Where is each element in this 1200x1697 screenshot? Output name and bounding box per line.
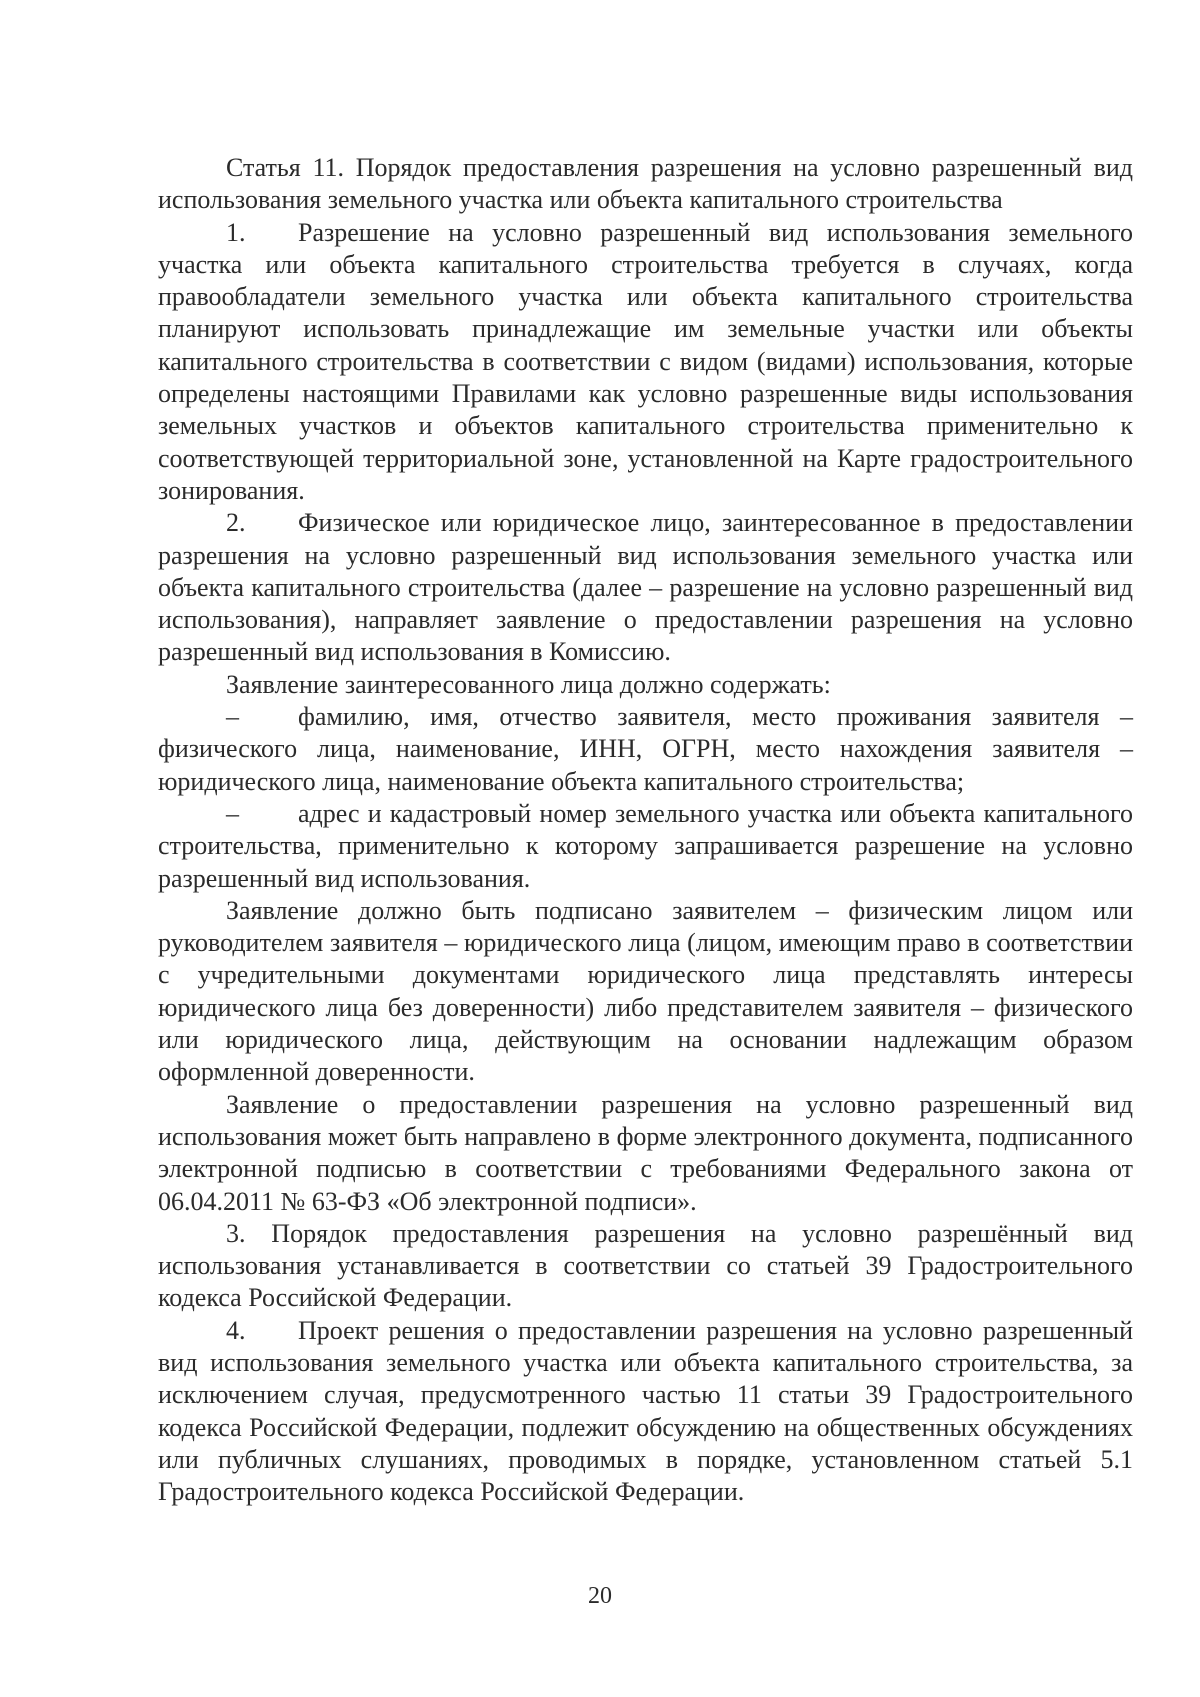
article-item-4 <box>158 1315 1133 1509</box>
article-item-1 <box>158 217 1133 508</box>
item-number: 2. <box>226 508 246 538</box>
page-number: 20 <box>588 1583 612 1609</box>
article-heading: Статья 11. Порядок предоставления разрешения на условно разрешенный вид использования земельного участка или объекта капитального строительства <box>158 153 1133 215</box>
content-list-item-2 <box>158 798 1133 895</box>
item-text: Физическое или юридическое лицо, заинтересованное в предоставлении разрешения на условно разрешенный вид использования земельного участка или объекта капитального строительства (далее – разрешение на условно разрешенный вид использования), направляет заявление о предоставлении разрешения на условно разрешенный вид использования в Комиссию. <box>158 508 1133 667</box>
signature-paragraph: Заявление должно быть подписано заявителем – физическим лицом или руководителем заявителя – юридического лица (лицом, имеющим право в соответствии с учредительными документами юридического лица представлять интересы юридического лица без доверенности) либо представителем заявителя – физического или юридического лица, действующим на основании надлежащим образом оформленной доверенности. <box>158 895 1133 1087</box>
item-number: 3. <box>226 1218 246 1248</box>
item-text: Порядок предоставления разрешения на условно разрешённый вид использования устанавливается в соответствии со статьей 39 Градостроительного кодекса Российской Федерации. <box>158 1218 1134 1313</box>
content-intro: Заявление заинтересованного лица должно содержать: <box>226 669 831 699</box>
electronic-paragraph: Заявление о предоставлении разрешения на условно разрешенный вид использования может быть направлено в форме электронного документа, подписанного электронной подписью в соответствии с требованиями Федерального закона от 06.04.2011 № 63-ФЗ «Об электронной подписи». <box>158 1089 1133 1216</box>
item-text: Разрешение на условно разрешенный вид использования земельного участка или объекта капитального строительства требуется в случаях, когда правообладатели земельного участка или объекта капитального строительства планируют использовать принадлежащие им земельные участки или объекты капитального строительства в соответствии с видом (видами) использования, которые определены настоящими Правилами как условно разрешенные виды использования земельных участков и объектов капитального строительства применительно к соответствующей территориальной зоне, установленной на Карте градостроительного зонирования. <box>158 217 1133 505</box>
article-body <box>158 152 1133 1508</box>
list-text: адрес и кадастровый номер земельного участка или объекта капитального строительства, применительно к которому запрашивается разрешение на условно разрешенный вид использования. <box>158 798 1133 893</box>
content-list-item-1 <box>158 701 1133 798</box>
item-number: 1. <box>226 217 246 247</box>
item-text: Проект решения о предоставлении разрешения на условно разрешенный вид использования земельного участка или объекта капитального строительства, за исключением случая, предусмотренного частью 11 статьи 39 Градостроительного кодекса Российской Федерации, подлежит обсуждению на общественных обсуждениях или публичных слушаниях, проводимых в порядке, установленном статьей 5.1 Градостроительного кодекса Российской Федерации. <box>158 1315 1133 1507</box>
list-dash: – <box>226 702 239 732</box>
article-item-2 <box>158 507 1133 668</box>
article-item-3 <box>158 1218 1133 1315</box>
item-number: 4. <box>226 1315 246 1345</box>
list-dash: – <box>226 798 239 828</box>
list-text: фамилию, имя, отчество заявителя, место проживания заявителя – физического лица, наименование, ИНН, ОГРН, место нахождения заявителя – юридического лица, наименование объекта капитального строительства; <box>158 702 1133 796</box>
